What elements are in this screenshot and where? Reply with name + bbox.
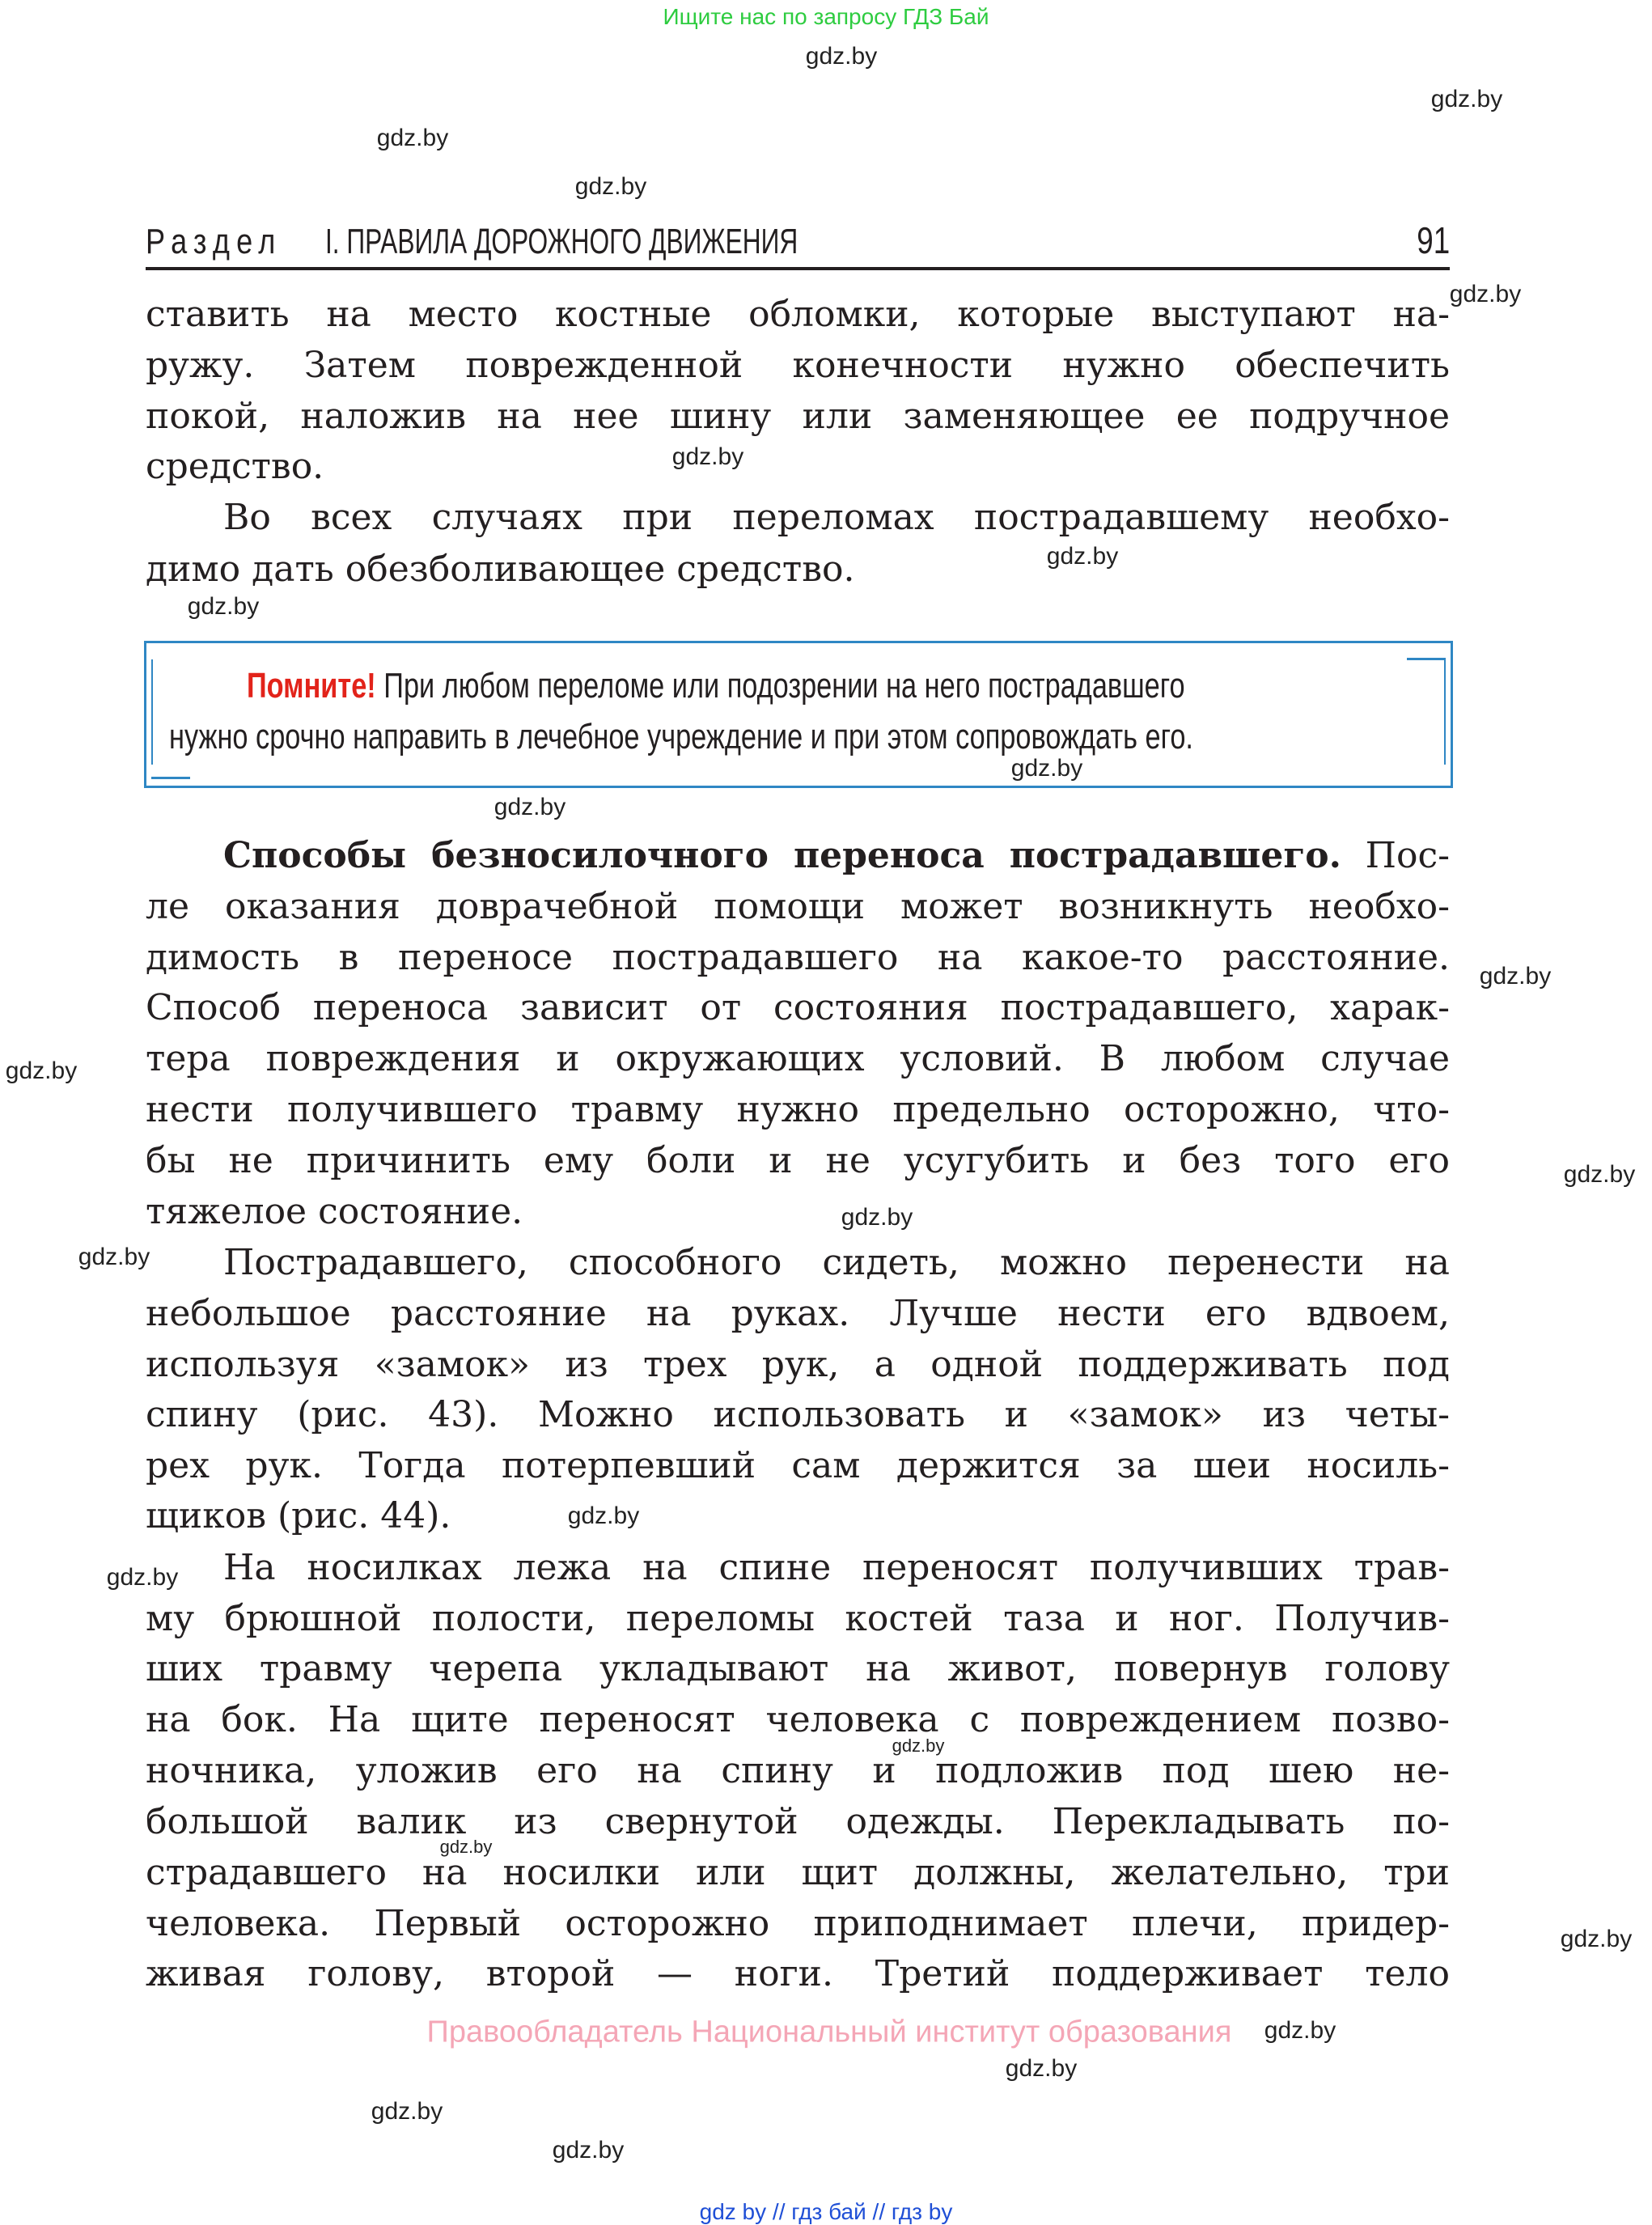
watermark: gdz.by: [574, 173, 647, 200]
box-decoration: [1407, 658, 1446, 660]
text-line: страдавшего на носилки или щит должны, желательно, три: [146, 1852, 1450, 1893]
watermark: gdz.by: [1005, 2055, 1078, 2082]
section-label: Раздел: [146, 222, 282, 261]
page-header: [146, 218, 1450, 270]
text-line: бы не причинить ему боли и не усугубить и без того его: [146, 1140, 1450, 1181]
text-line: на бок. На щите переносят человека с повреждением позво-: [146, 1699, 1450, 1740]
search-hint-watermark: Ищите нас по запросу ГДЗ Бай: [663, 4, 989, 29]
watermark: gdz.by: [1449, 281, 1522, 307]
note-line-1: [247, 666, 1185, 706]
text-line: тяжелое состояние.: [146, 1191, 523, 1232]
watermark: gdz.by: [1046, 543, 1119, 570]
page-number: 91: [1417, 219, 1450, 261]
text-line: ставить на место костные обломки, которые выступают на-: [146, 294, 1450, 335]
watermark: gdz.by: [78, 1244, 150, 1270]
text-line: димость в переносе пострадавшего на какое-то расстояние.: [146, 937, 1450, 978]
text-line: используя «замок» из трех рук, а одной поддерживать под: [146, 1344, 1450, 1385]
note-text: При любом переломе или подозрении на него пострадавшего: [383, 666, 1185, 706]
text-fragment: Пос-: [1365, 835, 1450, 876]
watermark: gdz.by: [805, 43, 878, 70]
text-line: небольшое расстояние на руках. Лучше нести его вдвоем,: [146, 1293, 1450, 1334]
watermark: gdz.by: [1430, 86, 1503, 112]
watermark: gdz.by: [493, 794, 566, 820]
watermark: gdz.by: [892, 1736, 945, 1756]
text-line: ших травму черепа укладывают на живот, повернув голову: [146, 1648, 1450, 1689]
text-line: Пострадавшего, способного сидеть, можно перенести на: [223, 1242, 1450, 1283]
watermark: gdz.by: [1563, 1161, 1636, 1188]
text-line: нести получившего травму нужно предельно осторожно, что-: [146, 1089, 1450, 1130]
text-line: рех рук. Тогда потерпевший сам держится за шеи носиль-: [146, 1445, 1450, 1486]
text-line: Способ переноса зависит от состояния пострадавшего, харак-: [146, 987, 1450, 1028]
text-line: большой валик из свернутой одежды. Перекладывать по-: [146, 1801, 1450, 1842]
text-line: тера повреждения и окружающих условий. В любом случае: [146, 1038, 1450, 1079]
watermark: gdz.by: [1264, 2017, 1336, 2044]
box-decoration: [1444, 659, 1446, 765]
watermark: gdz.by: [567, 1502, 640, 1529]
text-line: ночника, уложив его на спину и подложив под шею не-: [146, 1750, 1450, 1791]
copyright-holder-note: Правообладатель Национальный институт образования: [426, 2015, 1232, 2049]
text-line: Во всех случаях при переломах пострадавшему необхо-: [223, 497, 1450, 538]
watermark: gdz.by: [1560, 1926, 1633, 1952]
text-line: человека. Первый осторожно приподнимает плечи, придер-: [146, 1903, 1450, 1944]
section-heading-line: [223, 832, 1450, 880]
text-line: живая голову, второй — ноги. Третий поддерживает тело: [146, 1953, 1450, 1994]
remember-note-box: [144, 641, 1453, 788]
text-line: щиков (рис. 44).: [146, 1495, 451, 1536]
watermark: gdz.by: [1479, 963, 1552, 990]
watermark: gdz.by: [841, 1204, 913, 1231]
note-line-2: нужно срочно направить в лечебное учреждение и при этом сопровождать его.: [169, 717, 1193, 756]
text-line: димо дать обезболивающее средство.: [146, 549, 855, 590]
watermark: gdz.by: [1010, 755, 1083, 782]
section-heading: Способы безносилочного переноса пострадавшего.: [223, 835, 1341, 876]
watermark: gdz.by: [439, 1837, 493, 1857]
watermark: gdz.by: [552, 2137, 625, 2164]
text-line: покой, наложив на нее шину или заменяющее ее подручное: [146, 396, 1450, 437]
text-line: ле оказания доврачебной помощи может возникнуть необхо-: [146, 886, 1450, 927]
bottom-links[interactable]: gdz by // гдз бай // гдз by: [699, 2199, 953, 2224]
watermark: gdz.by: [106, 1564, 179, 1591]
watermark: gdz.by: [187, 593, 260, 620]
section-title: I. ПРАВИЛА ДОРОЖНОГО ДВИЖЕНИЯ: [325, 222, 798, 261]
box-decoration: [151, 659, 153, 765]
text-line: средство.: [146, 446, 324, 487]
watermark: gdz.by: [5, 1057, 78, 1084]
text-line: спину (рис. 43). Можно использовать и «замок» из четы-: [146, 1394, 1450, 1435]
remember-label: Помните!: [247, 666, 376, 706]
watermark: gdz.by: [376, 125, 449, 151]
watermark: gdz.by: [371, 2098, 443, 2125]
text-line: му брюшной полости, переломы костей таза и ног. Получив-: [146, 1598, 1450, 1639]
text-line: ружу. Затем поврежденной конечности нужно обеспечить: [146, 345, 1450, 386]
box-decoration: [151, 777, 190, 779]
text-line: На носилках лежа на спине переносят получивших трав-: [223, 1547, 1450, 1588]
watermark: gdz.by: [671, 443, 744, 470]
